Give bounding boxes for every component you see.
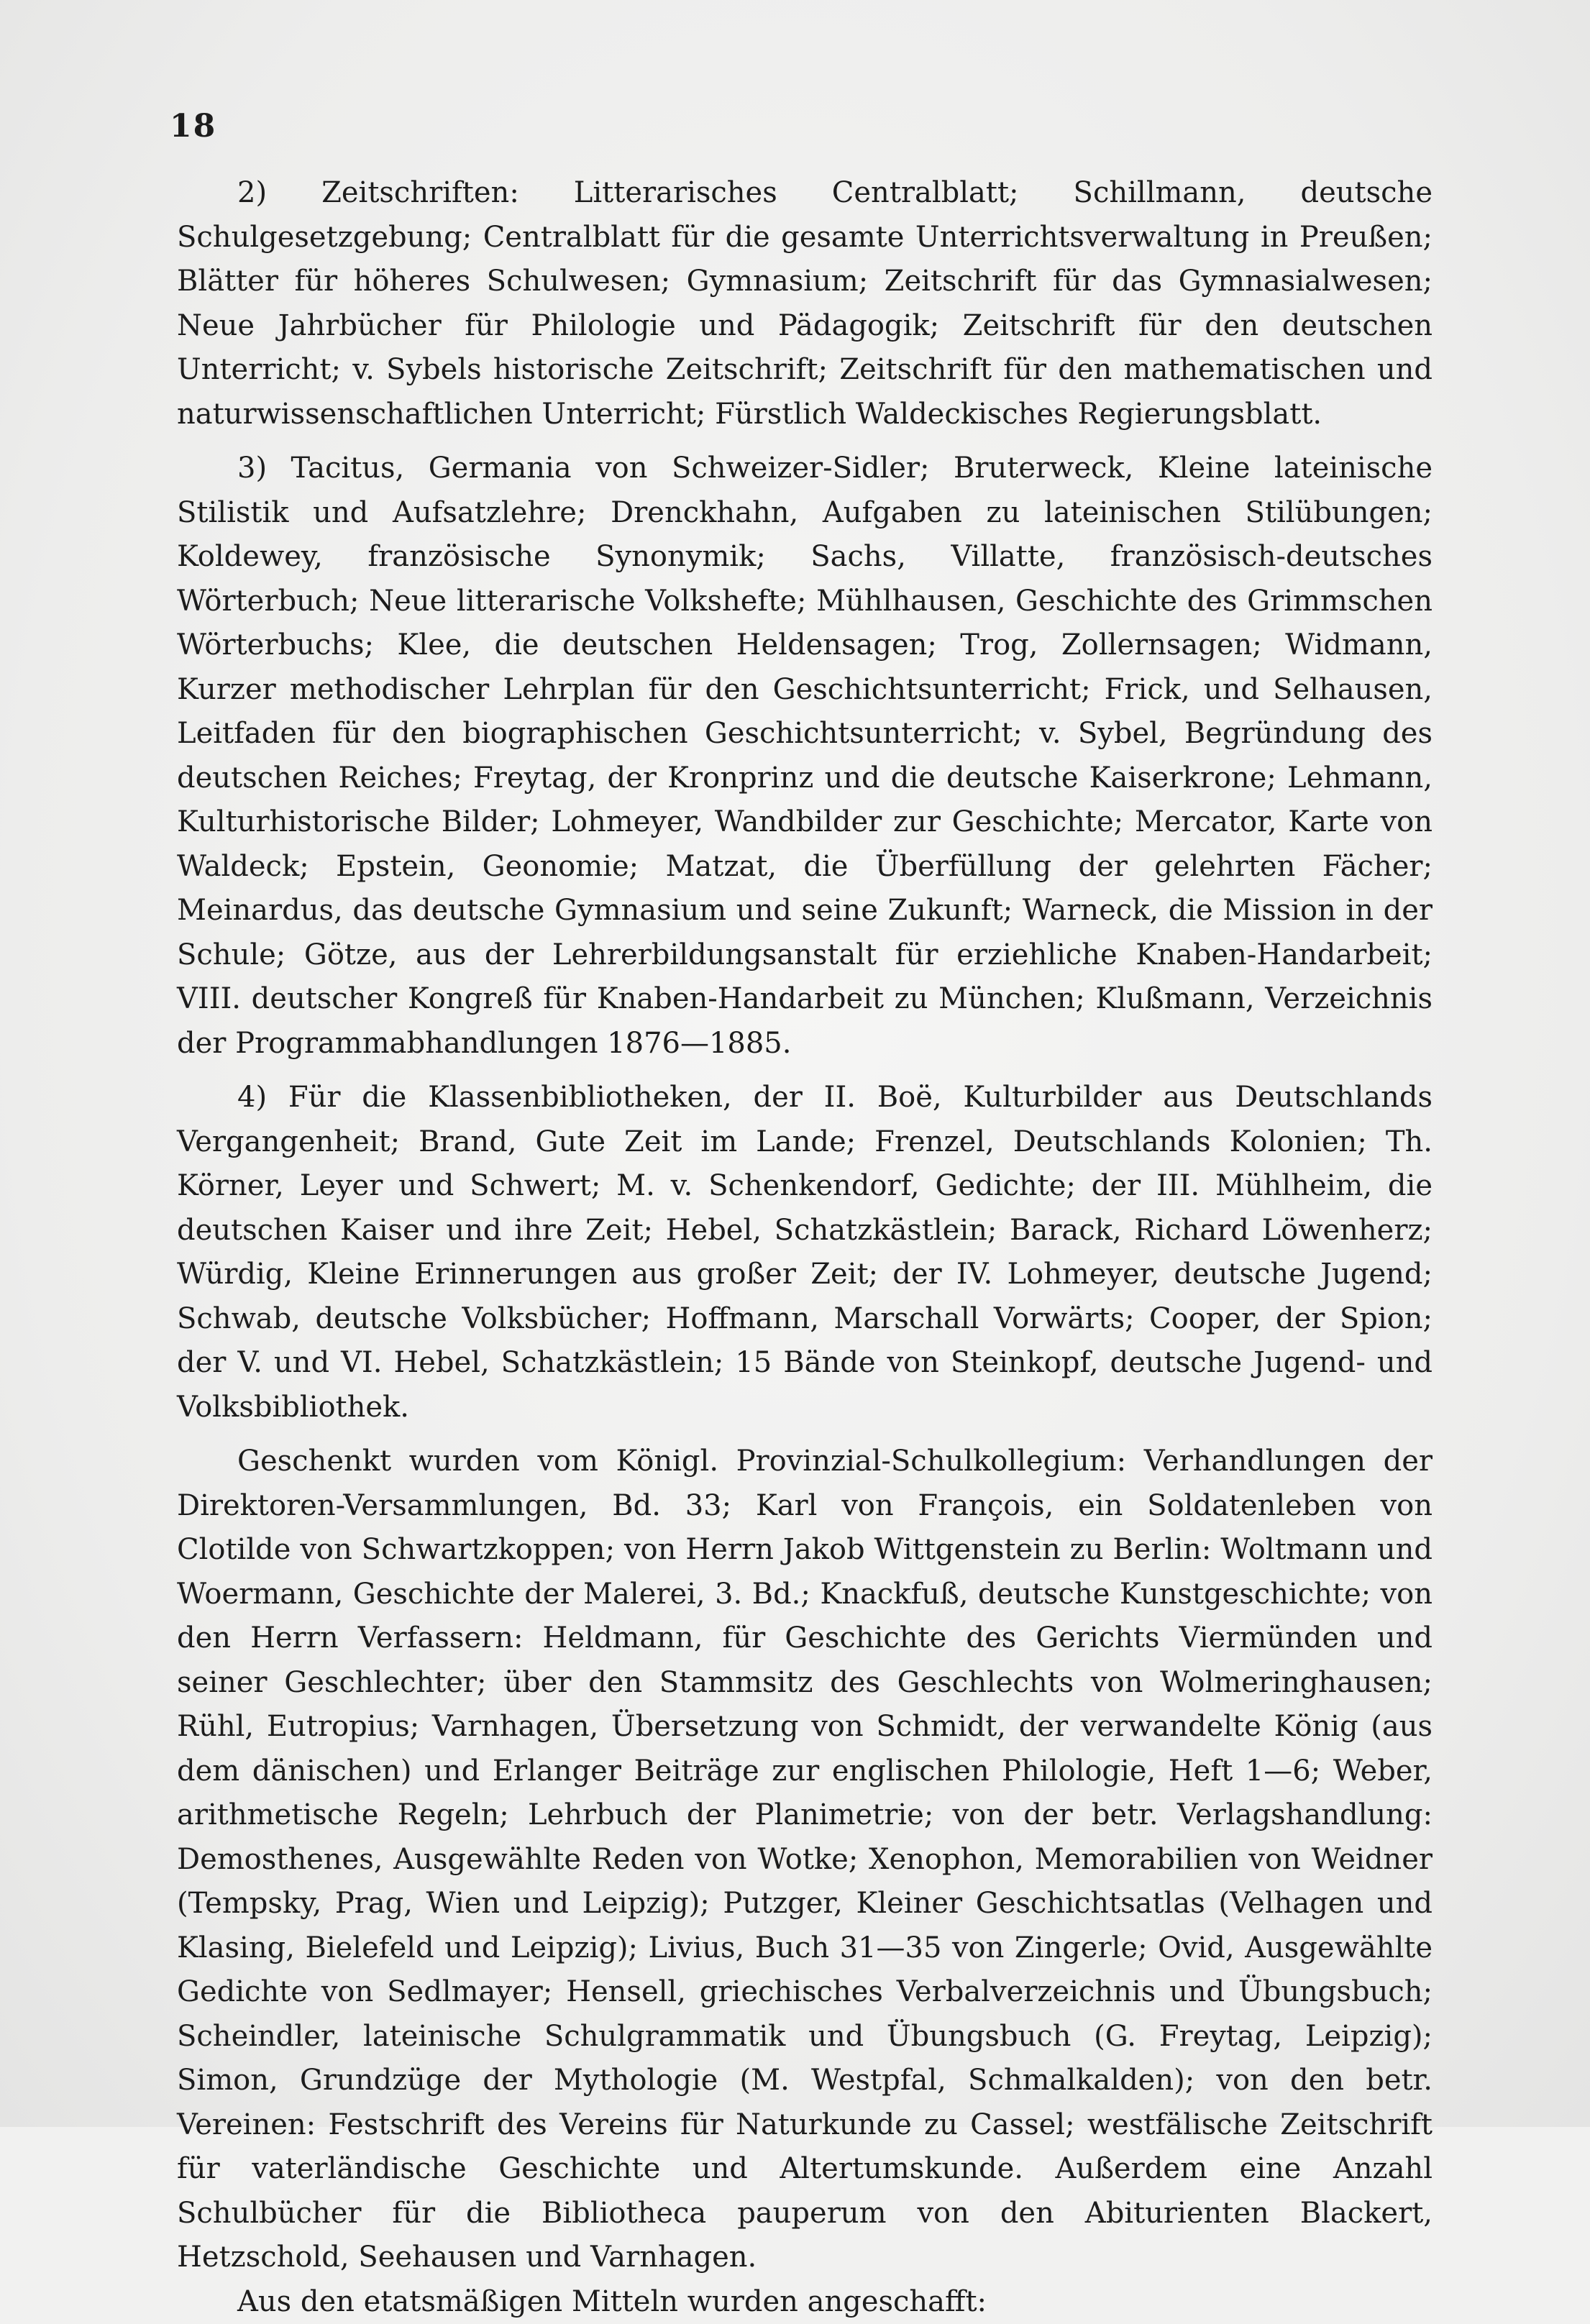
paragraph-budget-purchases: Aus den etatsmäßigen Mitteln wurden angeschafft: <box>177 2280 1433 2324</box>
paragraph-periodicals: 2) Zeitschriften: Litterarisches Centralblatt; Schillmann, deutsche Schulgesetzgebung; Centralblatt für die gesamte Unterrichtsverwaltung in Preußen; Blätter für höheres Schulwesen; Gymnasium; Zeitschrift für das Gymnasialwesen; Neue Jahrbücher für Philologie und Pädagogik; Zeitschrift für den deutschen Unterricht; v. Sybels historische Zeitschrift; Zeitschrift für den mathematischen und naturwissenschaftlichen Unterricht; Fürstlich Waldeckisches Regierungsblatt. <box>177 171 1433 436</box>
paragraph-class-libraries: 4) Für die Klassenbibliotheken, der II. Boë, Kulturbilder aus Deutschlands Vergangenheit; Brand, Gute Zeit im Lande; Frenzel, Deutschlands Kolonien; Th. Körner, Leyer und Schwert; M. v. Schenkendorf, Gedichte; der III. Mühlheim, die deutschen Kaiser und ihre Zeit; Hebel, Schatzkästlein; Barack, Richard Löwenherz; Würdig, Kleine Erinnerungen aus großer Zeit; der IV. Lohmeyer, deutsche Jugend; Schwab, deutsche Volksbücher; Hoffmann, Marschall Vorwärts; Cooper, der Spion; der V. und VI. Hebel, Schatzkästlein; 15 Bände von Steinkopf, deutsche Jugend- und Volksbibliothek. <box>177 1076 1433 1429</box>
page-body <box>177 171 1433 2324</box>
page-number: 18 <box>170 108 216 145</box>
paragraph-books-acquired: 3) Tacitus, Germania von Schweizer-Sidler; Bruterweck, Kleine lateinische Stilistik und Aufsatzlehre; Drenckhahn, Aufgaben zu lateinischen Stilübungen; Koldewey, französische Synonymik; Sachs, Villatte, französisch-deutsches Wörterbuch; Neue litterarische Volkshefte; Mühlhausen, Geschichte des Grimmschen Wörterbuchs; Klee, die deutschen Heldensagen; Trog, Zollernsagen; Widmann, Kurzer methodischer Lehrplan für den Geschichtsunterricht; Frick, und Selhausen, Leitfaden für den biographischen Geschichtsunterricht; v. Sybel, Begründung des deutschen Reiches; Freytag, der Kronprinz und die deutsche Kaiserkrone; Lehmann, Kulturhistorische Bilder; Lohmeyer, Wandbilder zur Geschichte; Mercator, Karte von Waldeck; Epstein, Geonomie; Matzat, die Überfüllung der gelehrten Fächer; Meinardus, das deutsche Gymnasium und seine Zukunft; Warneck, die Mission in der Schule; Götze, aus der Lehrerbildungsanstalt für erziehliche Knaben-Handarbeit; VIII. deutscher Kongreß für Knaben-Handarbeit zu München; Klußmann, Verzeichnis der Programmabhandlungen 1876—1885. <box>177 447 1433 1066</box>
paragraph-donations: Geschenkt wurden vom Königl. Provinzial-Schulkollegium: Verhandlungen der Direktoren-Versammlungen, Bd. 33; Karl von François, ein Soldatenleben von Clotilde von Schwartzkoppen; von Herrn Jakob Wittgenstein zu Berlin: Woltmann und Woermann, Geschichte der Malerei, 3. Bd.; Knackfuß, deutsche Kunstgeschichte; von den Herrn Verfassern: Heldmann, für Geschichte des Gerichts Viermünden und seiner Geschlechter; über den Stammsitz des Geschlechts von Wolmeringhausen; Rühl, Eutropius; Varnhagen, Übersetzung von Schmidt, der verwandelte König (aus dem dänischen) und Erlanger Beiträge zur englischen Philologie, Heft 1—6; Weber, arithmetische Regeln; Lehrbuch der Planimetrie; von der betr. Verlagshandlung: Demosthenes, Ausgewählte Reden von Wotke; Xenophon, Memorabilien von Weidner (Tempsky, Prag, Wien und Leipzig); Putzger, Kleiner Geschichtsatlas (Velhagen und Klasing, Bielefeld und Leipzig); Livius, Buch 31—35 von Zingerle; Ovid, Ausgewählte Gedichte von Sedlmayer; Hensell, griechisches Verbalverzeichnis und Übungsbuch; Scheindler, lateinische Schulgrammatik und Übungsbuch (G. Freytag, Leipzig); Simon, Grundzüge der Mythologie (M. Westpfal, Schmalkalden); von den betr. Vereinen: Festschrift des Vereins für Naturkunde zu Cassel; westfälische Zeitschrift für vaterländische Geschichte und Altertumskunde. Außerdem eine Anzahl Schulbücher für die Bibliotheca pauperum von den Abiturienten Blackert, Hetzschold, Seehausen und Varnhagen. <box>177 1440 1433 2280</box>
